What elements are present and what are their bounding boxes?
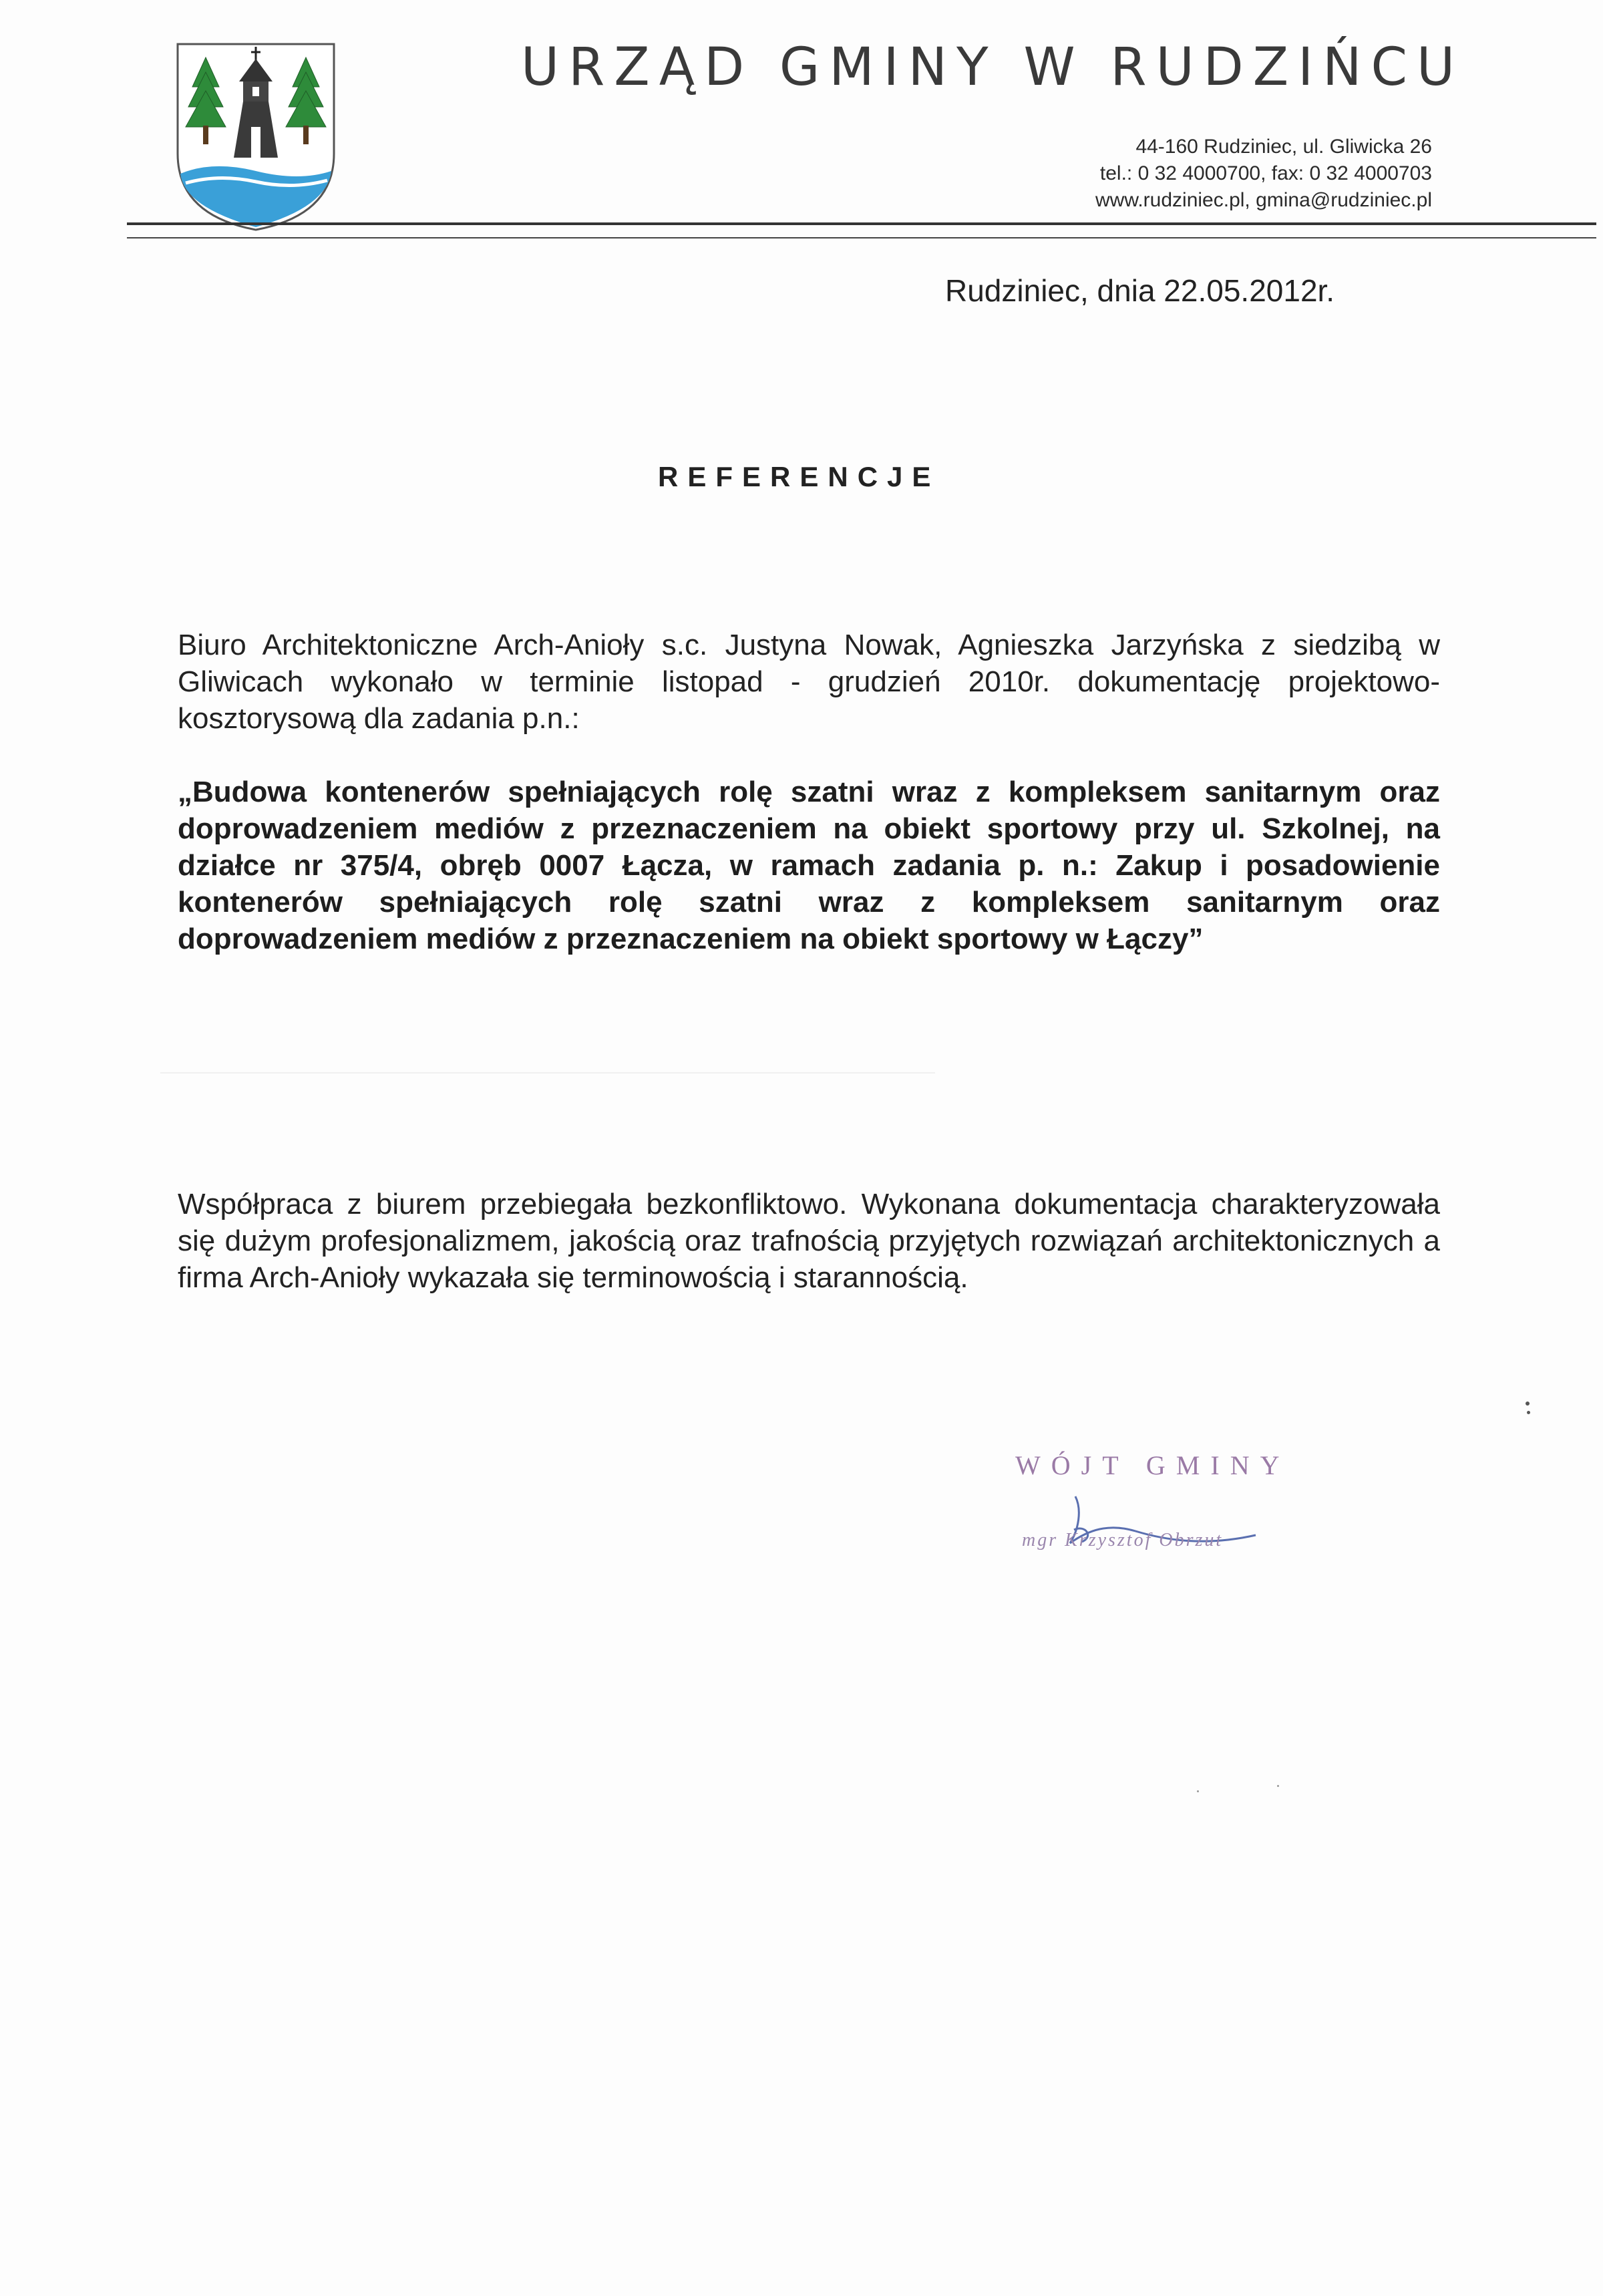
office-name: URZĄD GMINY W RUDZIŃCU — [521, 37, 1465, 98]
stamp-title: WÓJT GMINY — [1015, 1450, 1290, 1480]
date-line: Rudziniec, dnia 22.05.2012r. — [945, 273, 1335, 308]
project-paragraph: „Budowa kontenerów spełniających rolę szatni wraz z kompleksem sanitarnym oraz doprowadzeniem mediów z przeznaczeniem na obiekt sportowy przy ul. Szkolnej, na działce nr 375/4, obręb 0007 Łącza, w ramach zadania p. n.: Zakup i posadowienie kontenerów spełniających rolę szatni wraz z kompleksem sanitarnym oraz doprowadzeniem mediów z przeznaczeniem na obiekt sportowy w Łączy” — [178, 776, 1440, 955]
document-title: REFERENCJE — [658, 461, 940, 492]
scan-speck — [1277, 1785, 1279, 1787]
assessment-paragraph: Współpraca z biurem przebiegała bezkonfliktowo. Wykonana dokumentacja charakteryzowała się dużym profesjonalizmem, jakością oraz trafnością przyjętych rozwiązań architektonicznych a firma Arch-Anioły wykazała się terminowością i starannością. — [178, 1188, 1440, 1294]
phone-fax: tel.: 0 32 4000700, fax: 0 32 4000703 — [1099, 162, 1432, 184]
scan-speck — [1527, 1411, 1530, 1414]
web-email: www.rudziniec.pl, gmina@rudziniec.pl — [1095, 189, 1432, 211]
header-divider — [127, 222, 1596, 225]
header-divider-thin — [127, 237, 1596, 238]
scan-speck — [1197, 1790, 1199, 1792]
scan-speck — [1526, 1402, 1530, 1406]
handwritten-signature — [1062, 1483, 1262, 1570]
stamp-name: mgr Krzysztof Obrzut — [1022, 1530, 1224, 1550]
scan-artifact — [160, 1072, 935, 1074]
coat-of-arms-logo — [172, 40, 339, 234]
intro-paragraph: Biuro Architektoniczne Arch-Anioły s.c. Justyna Nowak, Agnieszka Jarzyńska z siedzibą w Gliwicach wykonało w terminie listopad - grudzień 2010r. dokumentację projektowo-kosztorysową dla zadania p.n.: — [178, 629, 1440, 735]
official-stamp — [1009, 1450, 1322, 1583]
address: 44-160 Rudziniec, ul. Gliwicka 26 — [1135, 136, 1432, 158]
contact-block — [1095, 134, 1432, 214]
